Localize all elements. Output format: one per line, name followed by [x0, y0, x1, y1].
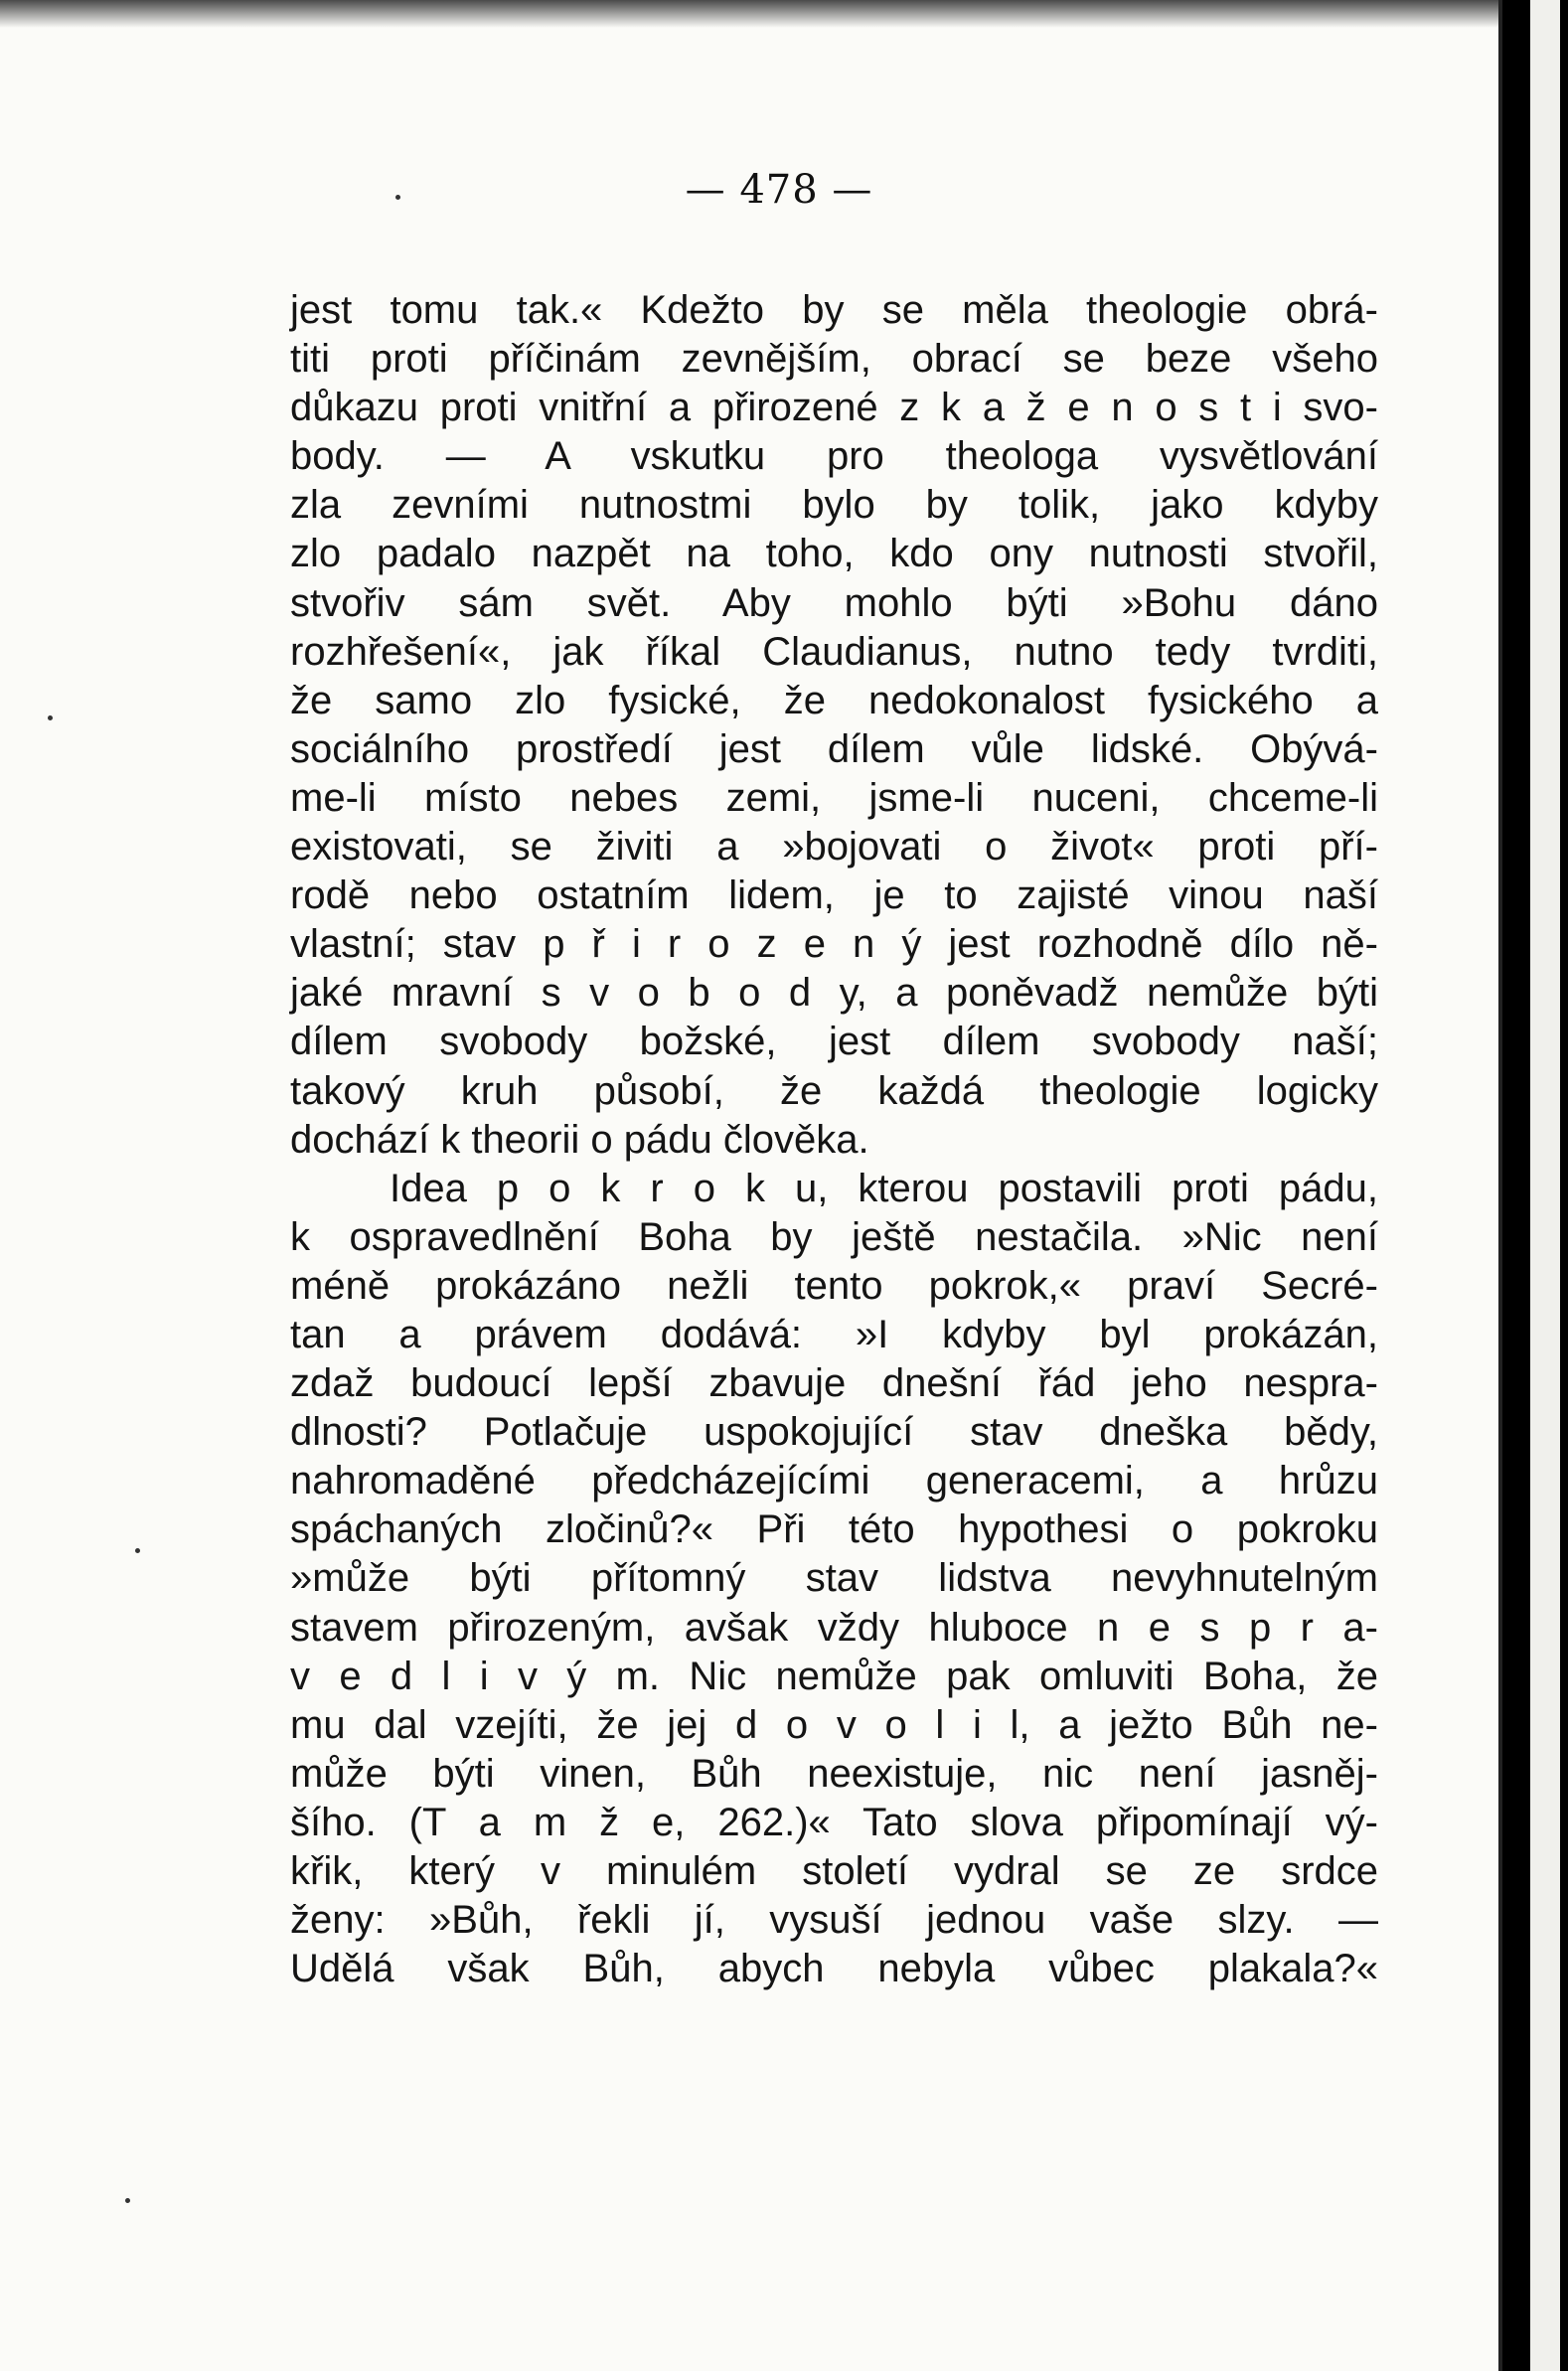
text-line: jaké mravní s v o b o d y, a poněvadž nemůže býti: [290, 971, 1378, 1016]
text-line: Udělá však Bůh, abych nebyla vůbec plakala?«: [290, 1947, 1378, 1991]
text-line: křik, který v minulém století vydral se ze srdce: [290, 1849, 1378, 1893]
text-line: Idea p o k r o k u, kterou postavili proti pádu,: [390, 1166, 1378, 1210]
text-line: k ospravedlnění Boha by ještě nestačila. »Nic není: [290, 1214, 1378, 1259]
dust-speck: [135, 1548, 140, 1553]
text-line: mu dal vzejíti, že jej d o v o l i l, a ježto Bůh ne-: [290, 1702, 1378, 1747]
text-line: stvořiv sám svět. Aby mohlo býti »Bohu dáno: [290, 580, 1378, 625]
text-line: existovati, se živiti a »bojovati o život« proti pří-: [290, 825, 1378, 869]
text-line: vlastní; stav p ř i r o z e n ý jest rozhodně dílo ně-: [290, 922, 1378, 967]
text-line: »může býti přítomný stav lidstva nevyhnutelným: [290, 1556, 1378, 1601]
text-line: spáchaných zločinů?« Při této hypothesi o pokroku: [290, 1507, 1378, 1552]
text-line: zla zevními nutnostmi bylo by tolik, jako kdyby: [290, 483, 1378, 528]
text-line: jest tomu tak.« Kdežto by se měla theologie obrá-: [290, 288, 1378, 332]
text-line: sociálního prostředí jest dílem vůle lidské. Obývá-: [290, 726, 1378, 771]
adjacent-page-edge: [1530, 0, 1560, 2371]
text-line: dílem svobody božské, jest dílem svobody naší;: [290, 1020, 1378, 1064]
text-line: zlo padalo nazpět na toho, kdo ony nutnosti stvořil,: [290, 532, 1378, 576]
text-line: stavem přirozeným, avšak vždy hluboce n e s p r a-: [290, 1605, 1378, 1650]
text-line: ženy: »Bůh, řekli jí, vysuší jednou vaše slzy. —: [290, 1898, 1378, 1943]
dust-speck: [395, 195, 400, 200]
text-line: v e d l i v ý m. Nic nemůže pak omluviti Boha, že: [290, 1654, 1378, 1698]
page-number: — 478 —: [685, 167, 873, 213]
text-line: me-li místo nebes zemi, jsme-li nuceni, chceme-li: [290, 775, 1378, 820]
text-line: rozhřešení«, jak říkal Claudianus, nutno tedy tvrditi,: [290, 629, 1378, 674]
text-line: body. — A vskutku pro theologa vysvětlování: [290, 434, 1378, 479]
text-line: dochází k theorii o pádu člověka.: [290, 1117, 869, 1162]
body-text: [290, 286, 1378, 1993]
dust-speck: [125, 2198, 130, 2203]
text-line: šího. (T a m ž e, 262.)« Tato slova připomínají vý-: [290, 1800, 1378, 1844]
text-line: takový kruh působí, že každá theologie logicky: [290, 1068, 1378, 1113]
text-line: nahromaděné předcházejícími generacemi, a hrůzu: [290, 1459, 1378, 1503]
text-line: dlnosti? Potlačuje uspokojující stav dneška bědy,: [290, 1410, 1378, 1455]
dust-speck: [48, 715, 53, 720]
page-top-shadow: [0, 0, 1498, 28]
text-line: že samo zlo fysické, že nedokonalost fysického a: [290, 678, 1378, 722]
text-line: titi proti příčinám zevnějším, obrací se beze všeho: [290, 337, 1378, 382]
text-line: tan a právem dodává: »I kdyby byl prokázán,: [290, 1312, 1378, 1356]
text-line: důkazu proti vnitřní a přirozené z k a ž e n o s t i svo-: [290, 386, 1378, 430]
text-line: může býti vinen, Bůh neexistuje, nic není jasněj-: [290, 1751, 1378, 1796]
text-line: zdaž budoucí lepší zbavuje dnešní řád jeho nespra-: [290, 1361, 1378, 1406]
text-line: méně prokázáno nežli tento pokrok,« praví Secré-: [290, 1263, 1378, 1308]
text-line: rodě nebo ostatním lidem, je to zajisté vinou naší: [290, 873, 1378, 918]
